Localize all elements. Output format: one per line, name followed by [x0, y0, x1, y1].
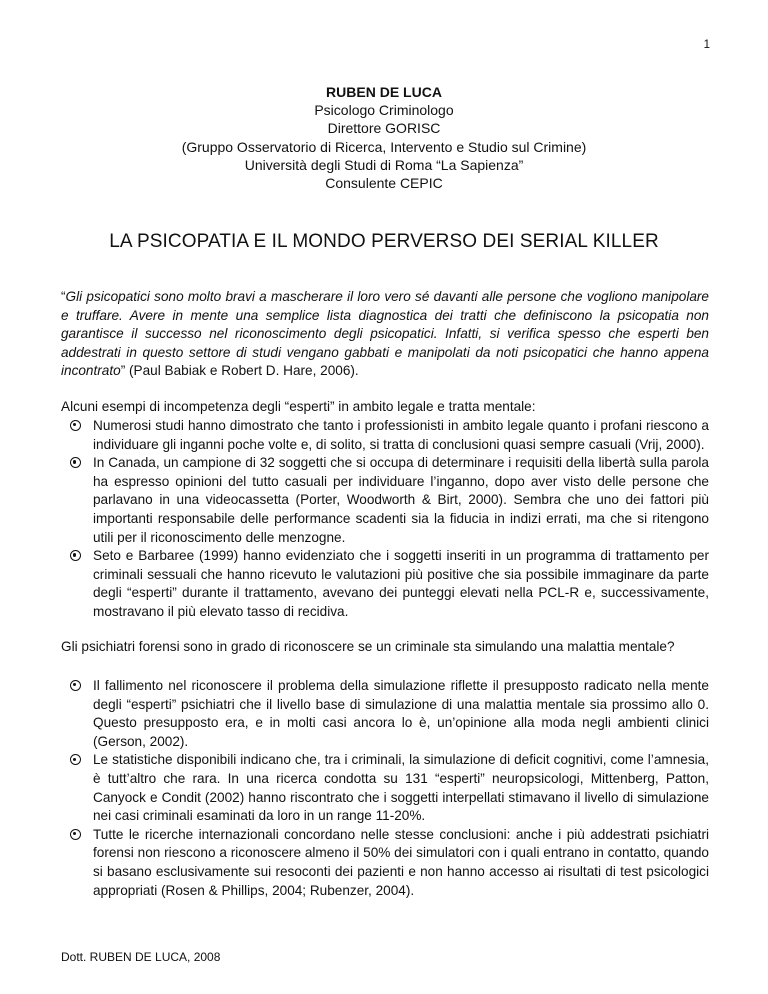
bullet-icon — [70, 829, 81, 840]
list-item-text: Il fallimento nel riconoscere il problema della simulazione riflette il presupposto radicato nella mente degli “esperti” psichiatri che il livello base di simulazione di una malattia mentale sia prossimo allo 0. Questo presupposto era, e in molti casi ancora lo è, un’opinione alla moda negli ambienti clinici (Gerson, 2002). — [93, 678, 709, 749]
author-header — [0, 83, 768, 192]
bullet-icon — [70, 680, 81, 691]
list-item-text: Le statistiche disponibili indicano che, tra i criminali, la simulazione di deficit cognitivi, come l’amnesia, è tutt’altro che rara. In una ricerca condotta su 131 “esperti” neuropsicologi, Mittenberg, Patton, Canyock e Condit (2002) hanno riscontrato che i soggetti interpellati stimavano il livello di simulazione nei casi criminali esaminati da loro in un range 11-20%. — [93, 752, 709, 824]
consultant-role: Consulente CEPIC — [325, 175, 443, 192]
author-role: Psicologo Criminologo — [314, 102, 454, 119]
list-item — [61, 417, 709, 454]
author-position: Direttore GORISC — [327, 120, 441, 137]
list-item — [61, 751, 709, 825]
author-name: RUBEN DE LUCA — [326, 84, 442, 100]
list-item-text: In Canada, un campione di 32 soggetti che si occupa di determinare i requisiti della libertà sulla parola ha espresso opinioni del tutto casuali per individuare l’inganno, dopo aver visto delle persone che parlavano in una videocassetta (Porter, Woodworth & Birt, 2000). Sembra che uno dei fattori più importanti responsabile delle performance scadenti sia la fiducia in indizi errati, ma che si ritengono utili per il riconoscimento delle menzogne. — [93, 455, 709, 545]
section1-bullet-list — [61, 417, 709, 622]
university: Università degli Studi di Roma “La Sapienza” — [244, 156, 524, 173]
list-item — [61, 454, 709, 547]
bullet-icon — [70, 457, 81, 468]
list-item-text: Seto e Barbaree (1999) hanno evidenziato che i soggetti inseriti in un programma di trattamento per criminali sessuali che hanno ricevuto le valutazioni più positive che sia possibile immaginare da parte degli “esperti” durante il trattamento, avevano dei punteggi elevati nella PCL-R e, successivamente, mostravano il più elevato tasso di recidiva. — [93, 548, 709, 619]
bullet-icon — [70, 550, 81, 561]
list-item — [61, 547, 709, 621]
opening-quote — [61, 288, 709, 381]
quote-text: Gli psicopatici sono molto bravi a mascherare il loro vero sé davanti alle persone che vogliono manipolare e truffare. Avere in mente una semplice lista diagnostica dei tratti che definiscono la psicopatia non garantisce il successo nel riconoscimento degli psicopatici. Infatti, si verifica spesso che esperti ben addestrati in questo settore di studi vengano gabbati e manipolati da noti psicopatici che hanno appena incontrato — [61, 289, 709, 379]
quote-citation: ” (Paul Babiak e Robert D. Hare, 2006). — [120, 363, 359, 379]
organization-full-name: (Gruppo Osservatorio di Ricerca, Intervento e Studio sul Crimine) — [181, 138, 587, 155]
section2-bullet-list — [61, 677, 709, 900]
section2-intro: Gli psichiatri forensi sono in grado di riconoscere se un criminale sta simulando una malattia mentale? — [61, 639, 675, 654]
list-item-text: Numerosi studi hanno dimostrato che tanto i professionisti in ambito legale quanto i profani riescono a individuare gli inganni poche volte e, di solito, si tratta di conclusioni quasi sempre casuali (Vrij, 2000). — [93, 418, 709, 452]
bullet-icon — [70, 420, 81, 431]
quote-open-mark: “ — [61, 289, 66, 304]
page-footer: Dott. RUBEN DE LUCA, 2008 — [61, 950, 221, 964]
page-number: 1 — [703, 39, 710, 51]
list-item — [61, 677, 709, 751]
bullet-icon — [70, 754, 81, 765]
list-item-text: Tutte le ricerche internazionali concordano nelle stesse conclusioni: anche i più addestrati psichiatri forensi non riescono a riconoscere almeno il 50% dei simulatori con i quali entrano in contatto, quando si basano esclusivamente sui resoconti dei pazienti e non hanno accesso ai risultati di test psicologici appropriati (Rosen & Phillips, 2004; Rubenzer, 2004). — [93, 826, 709, 898]
list-item — [61, 826, 709, 900]
section1-intro: Alcuni esempi di incompetenza degli “esperti” in ambito legale e tratta mentale: — [61, 399, 536, 414]
document-title: LA PSICOPATIA E IL MONDO PERVERSO DEI SERIAL KILLER — [109, 231, 659, 252]
